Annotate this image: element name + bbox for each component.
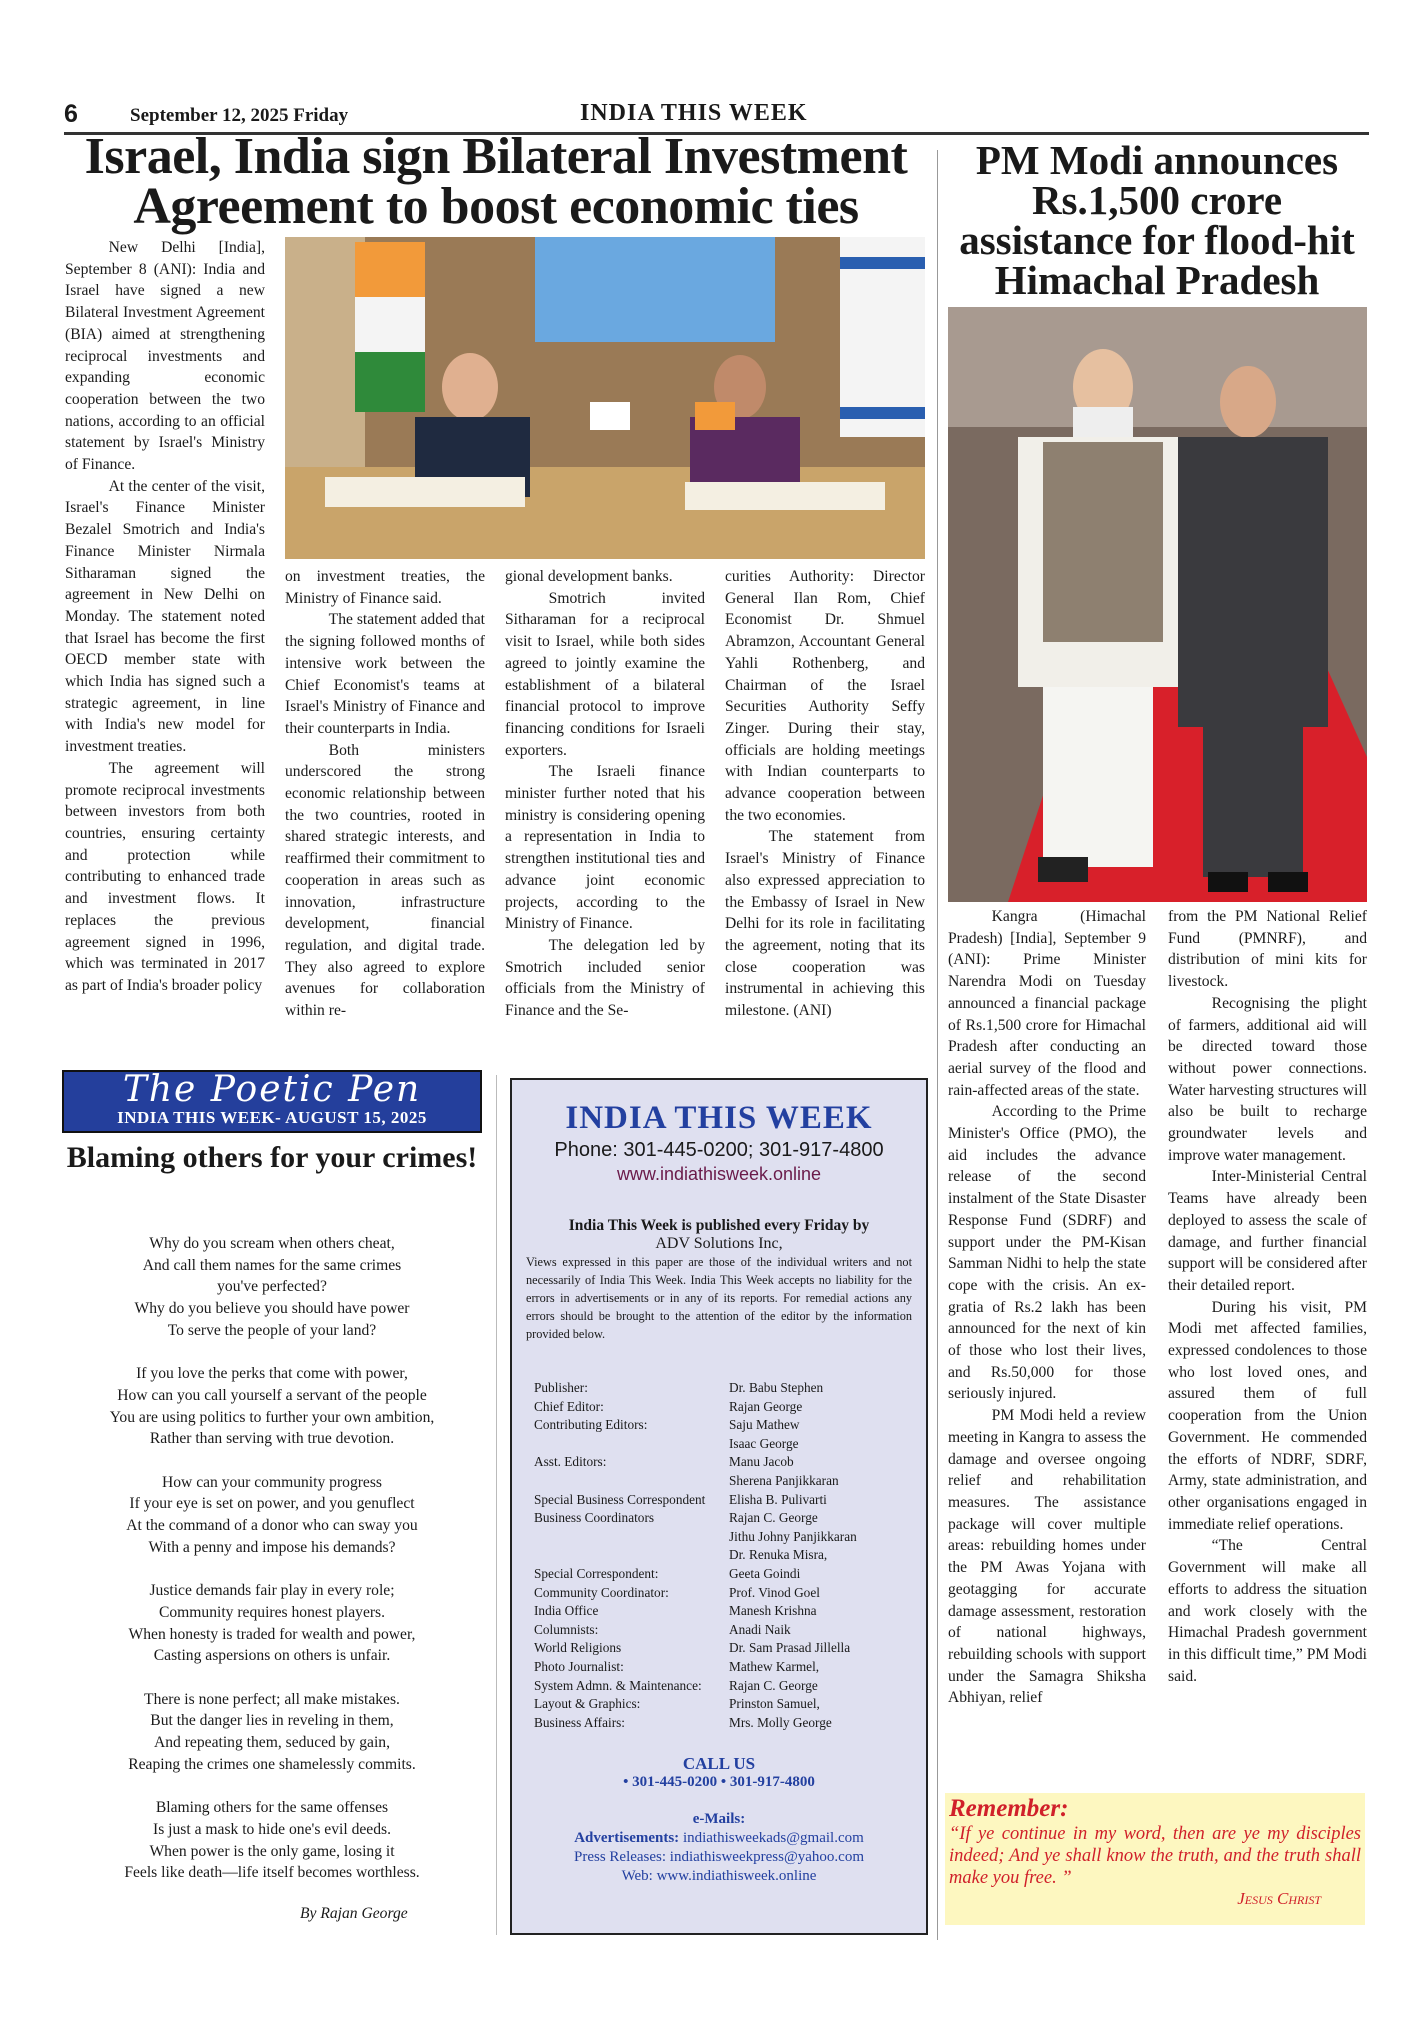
poem-line: Justice demands fair play in every role; [149, 1582, 395, 1600]
masthead: INDIA THIS WEEK [580, 100, 808, 126]
poem-line: Blaming others for the same offenses [155, 1799, 389, 1817]
paragraph: The Israeli finance minister further noted that his ministry is considering opening a representation in India to strengthen institutional ties and advance joint economic projects, according to the Ministry of Finance. [505, 763, 705, 933]
disclaimer: Views expressed in this paper are those of the individual writers and not necessarily of India This Week. India This Week accepts no liability for the errors in advertisements or in any of its reports. For remedial actions any errors should be brought to the attention of the editor by the information provided below. [526, 1255, 912, 1341]
staff-row [534, 1714, 926, 1733]
poetic-pen-banner [62, 1070, 482, 1133]
web-link[interactable]: Web: www.indiathisweek.online [621, 1868, 817, 1885]
banner-title: The Poetic Pen [122, 1069, 422, 1110]
poem-line: Is just a mask to hide one's evil deeds. [153, 1820, 391, 1838]
paragraph: gional development banks. [505, 568, 673, 585]
staff-name: Anadi Naik [729, 1621, 791, 1637]
paragraph: At the center of the visit, Israel's Finance Minister Bezalel Smotrich and India's Finance Minister Nirmala Sitharaman signed the agreement in New Delhi on Monday. The statement noted that Israel has become the first OECD member state with which India has signed such a strategic agreement, in line with India's new model for investment treaties. [65, 477, 265, 756]
poem-line: you've perfected? [217, 1278, 327, 1296]
staff-role: India Office [534, 1603, 599, 1619]
paper-name: INDIA THIS WEEK [565, 1100, 873, 1136]
staff-name: Mathew Karmel, [729, 1658, 820, 1674]
poem-line: There is none perfect; all make mistakes. [144, 1690, 400, 1708]
paragraph: During his visit, PM Modi met affected families, expressed condolences to those who lost loved ones, and assured them of full cooperation from the Union Government. He commended the efforts of NDRF, SDRF, Army, state administration, and other organisations engaged in immediate relief operations. [1168, 1298, 1367, 1533]
remember-heading: Remember: [949, 1795, 1069, 1822]
staff-role [534, 1472, 729, 1491]
paragraph: The statement added that the signing followed months of intensive work between the Chief Economist's teams at Israel's Ministry of Finance and their counterparts in India. [285, 611, 485, 737]
staff-name: Geeta Goindi [729, 1565, 801, 1581]
staff-row [534, 1435, 926, 1454]
paragraph: Both ministers underscored the strong economic relationship between the two countries, rooted in shared strategic interests, and reaffirmed their commitment to cooperation in areas such as innovation, infrastructure development, financial regulation, and digital trade. They also agreed to explore avenues for collaboration within re- [285, 741, 485, 1020]
staff-role: Special Correspondent: [534, 1565, 659, 1581]
poem-line: You are using politics to further your own ambition, [109, 1408, 435, 1426]
poem-title: Blaming others for your crimes! [66, 1141, 478, 1174]
paragraph: Kangra (Himachal Pradesh) [India], September 9 (ANI): Prime Minister Narendra Modi on Tuesday announced a financial package of Rs.1,500 crore for Himachal Pradesh after conducting an aerial survey of the flood and rain-affected areas of the state. [948, 908, 1146, 1099]
poem-stanza [62, 1580, 482, 1667]
paragraph: “The Central Government will make all efforts to address the situation and work closely with the Himachal Pradesh government in this difficult time,” PM Modi said. [1168, 1537, 1367, 1685]
paragraph: According to the Prime Minister's Office (PMO), the aid includes the advance release of the second instalment of the State Disaster Response Fund (SDRF) and support under the PM-Kisan Samman Nidhi to help the state cope with the crisis. An ex-gratia of Rs.2 lakh has been announced for the next of kin of those who lost their lives, and Rs.50,000 for those seriously injured. [948, 1103, 1146, 1403]
poem-line: Reaping the crimes one shamelessly commits. [128, 1755, 416, 1773]
staff-role: Asst. Editors: [534, 1454, 607, 1470]
poem-line: And repeating them, seduced by gain, [153, 1734, 390, 1752]
paragraph: Inter-Ministerial Central Teams have already been deployed to assess the scale of damage, and further financial support will be considered after their detailed report. [1168, 1168, 1367, 1294]
publisher-company: ADV Solutions Inc, [655, 1235, 783, 1252]
poem [62, 1233, 482, 1906]
website-link[interactable]: www.indiathisweek.online [616, 1164, 822, 1184]
remember-quote-box [945, 1793, 1365, 1925]
staff-role: Business Coordinators [534, 1510, 655, 1526]
staff-role: Community Coordinator: [534, 1584, 669, 1600]
staff-name: Dr. Sam Prasad Jillella [729, 1640, 851, 1656]
signing-ceremony-photo [285, 237, 925, 559]
poem-line: When honesty is traded for wealth and power, [128, 1625, 416, 1643]
staff-row [534, 1658, 926, 1677]
staff-row [534, 1509, 926, 1528]
ads-label: Advertisements: [574, 1830, 680, 1847]
poem-stanza [62, 1689, 482, 1776]
poem-stanza [62, 1233, 482, 1342]
phone: Phone: 301-445-0200; 301-917-4800 [554, 1139, 884, 1161]
staff-name: Prof. Vinod Goel [729, 1584, 820, 1600]
staff-role: World Religions [534, 1640, 622, 1656]
staff-row [534, 1602, 926, 1621]
article-headline: Israel, India sign Bilateral Investment Agreement to boost economic ties [84, 128, 908, 235]
staff-name: Isaac George [729, 1435, 799, 1451]
emails [512, 1810, 926, 1886]
poem-stanza [62, 1797, 482, 1884]
staff-name: Rajan C. George [729, 1510, 818, 1526]
article-column [285, 566, 485, 1022]
staff-row [534, 1565, 926, 1584]
paragraph: curities Authority: Director General Ilan Rom, Chief Economist Dr. Shmuel Abramzon, Accountant General Yahli Rothenberg, and Chairman of the Israel Securities Authority Seffy Zinger. During their stay, officials are holding meetings with Indian counterparts to advance cooperation between the two economies. [725, 568, 925, 824]
staff-name: Mrs. Molly George [729, 1714, 832, 1730]
emails-label: e-Mails: [692, 1811, 746, 1828]
staff-role: Publisher: [534, 1380, 588, 1395]
staff-row [534, 1491, 926, 1510]
staff-role: Photo Journalist: [534, 1658, 624, 1674]
staff-role: Chief Editor: [534, 1398, 604, 1414]
paragraph: Smotrich invited Sitharaman for a reciprocal visit to Israel, while both sides agreed to jointly examine the establishment of a bilateral financial protocol to improve financing conditions for Israeli exporters. [505, 589, 705, 759]
article-column [1168, 906, 1367, 1687]
staff-row [534, 1398, 926, 1417]
poem-line: Casting aspersions on others is unfair. [153, 1647, 391, 1665]
staff-row [534, 1453, 926, 1472]
staff-name: Elisha B. Pulivarti [729, 1491, 827, 1507]
quote-text: “If ye continue in my word, then are ye my disciples indeed; And ye shall know the truth, and the truth shall make you free. ” [949, 1824, 1361, 1888]
call-us [512, 1754, 926, 1792]
paragraph: The statement from Israel's Ministry of Finance also expressed appreciation to the Embassy of Israel in New Delhi for its role in facilitating the agreement, noting that its close cooperation was instrumental in achieving this milestone. (ANI) [725, 828, 925, 1020]
staff-row [534, 1379, 926, 1398]
staff-row [534, 1472, 926, 1491]
staff-name: Jithu Johny Panjikkaran [729, 1528, 857, 1544]
staff-role: Business Affairs: [534, 1714, 625, 1730]
call-us-label: CALL US [682, 1754, 756, 1774]
article-column [725, 566, 925, 1022]
staff-row [534, 1621, 926, 1640]
poem-stanza [62, 1363, 482, 1450]
staff-role [534, 1546, 729, 1565]
staff-name: Rajan C. George [729, 1677, 818, 1693]
poem-line: When power is the only game, losing it [149, 1842, 395, 1860]
poem-line: With a penny and impose his demands? [148, 1538, 396, 1556]
article-column [505, 566, 705, 1022]
poem-line: To serve the people of your land? [167, 1321, 377, 1339]
press-email-link[interactable]: Press Releases: indiathisweekpress@yahoo.com [573, 1849, 864, 1866]
staff-name: Dr. Babu Stephen [729, 1380, 824, 1395]
poem-line: Rather than serving with true devotion. [149, 1430, 395, 1448]
staff-role: Contributing Editors: [534, 1417, 648, 1433]
call-numbers: • 301-445-0200 • 301-917-4800 [623, 1774, 815, 1791]
poem-line: Why do you scream when others cheat, [149, 1235, 395, 1252]
staff-row [534, 1546, 926, 1565]
paragraph: PM Modi held a review meeting in Kangra to assess the damage and oversee ongoing relief and rehabilitation measures. The assistance package will cover multiple areas: rebuilding homes under the PM Awas Yojana with geotagging for accurate damage assessment, restoration of national highways, rebuilding schools with support under the Samagra Shiksha Abhiyan, relief [948, 1407, 1146, 1707]
paragraph: on investment treaties, the Ministry of Finance said. [285, 568, 485, 607]
staff-role: Special Business Correspondent [534, 1491, 706, 1507]
poem-line: If your eye is set on power, and you genuflect [129, 1495, 415, 1513]
paragraph: from the PM National Relief Fund (PMNRF), and distribution of mini kits for livestock. [1168, 908, 1367, 991]
article-column [948, 906, 1146, 1709]
article-column [65, 237, 265, 997]
page-number: 6 [64, 100, 78, 128]
staff-list [534, 1379, 926, 1732]
poem-byline: By Rajan George [300, 1905, 408, 1922]
column-divider [496, 1075, 497, 1935]
quote-attribution: Jesus Christ [1237, 1889, 1321, 1908]
pm-modi-photo [948, 307, 1367, 902]
poem-line: Why do you believe you should have power [134, 1300, 410, 1318]
staff-row [534, 1695, 926, 1714]
staff-row [534, 1584, 926, 1603]
staff-name: Dr. Renuka Misra, [729, 1547, 828, 1563]
staff-row [534, 1528, 926, 1547]
staff-name: Manu Jacob [729, 1454, 794, 1470]
staff-role: Columnists: [534, 1621, 599, 1637]
poem-line: Community requires honest players. [158, 1603, 386, 1621]
staff-role: Layout & Graphics: [534, 1696, 641, 1712]
staff-name: Saju Mathew [729, 1417, 800, 1433]
issue-date: September 12, 2025 Friday [130, 105, 349, 126]
staff-name: Sherena Panjikkaran [729, 1472, 839, 1488]
poem-line: If you love the perks that come with power, [136, 1365, 408, 1383]
masthead-info-box [510, 1078, 928, 1935]
staff-row [534, 1416, 926, 1435]
poem-line: And call them names for the same crimes [142, 1256, 402, 1274]
poem-line: How can your community progress [161, 1473, 382, 1491]
paragraph: New Delhi [India], September 8 (ANI): India and Israel have signed a new Bilateral Investment Agreement (BIA) aimed at strengthening reciprocal investments and expanding economic cooperation between the two nations, according to an official statement by Israel's Ministry of Finance. [65, 239, 265, 474]
ads-email-link[interactable]: indiathisweekads@gmail.com [682, 1830, 864, 1847]
banner-subtitle: INDIA THIS WEEK- AUGUST 15, 2025 [117, 1108, 427, 1127]
paragraph: The agreement will promote reciprocal investments between investors from both countries, ensuring certainty and protection while contributing to enhanced trade and investment flows. It replaces the previous agreement signed in 1996, which was terminated in 2017 as part of India's broader policy [65, 759, 265, 994]
poem-stanza [62, 1472, 482, 1559]
column-divider [937, 150, 938, 1940]
staff-name: Prinston Samuel, [729, 1696, 820, 1712]
paragraph: Recognising the plight of farmers, additional aid will be directed toward those without power connections. Water harvesting structures will also be built to recharge groundwater levels and improve water management. [1168, 994, 1367, 1164]
staff-role: System Admn. & Maintenance: [534, 1677, 702, 1693]
staff-role [534, 1435, 729, 1454]
poem-line: At the command of a donor who can sway you [126, 1517, 418, 1535]
staff-name: Rajan George [729, 1398, 803, 1414]
publication-note: India This Week is published every Friday by [568, 1217, 870, 1234]
staff-row [534, 1677, 926, 1696]
article-headline: PM Modi announces Rs.1,500 crore assistance for flood-hit Himachal Pradesh [959, 137, 1355, 303]
staff-row [534, 1639, 926, 1658]
staff-name: Manesh Krishna [729, 1603, 817, 1619]
poem-line: But the danger lies in reveling in them, [150, 1712, 394, 1730]
staff-role [534, 1528, 729, 1547]
poem-line: Feels like death—life itself becomes worthless. [124, 1864, 420, 1882]
paragraph: The delegation led by Smotrich included senior officials from the Ministry of Finance and the Se- [505, 936, 705, 1020]
poem-line: How can you call yourself a servant of the people [117, 1386, 427, 1404]
